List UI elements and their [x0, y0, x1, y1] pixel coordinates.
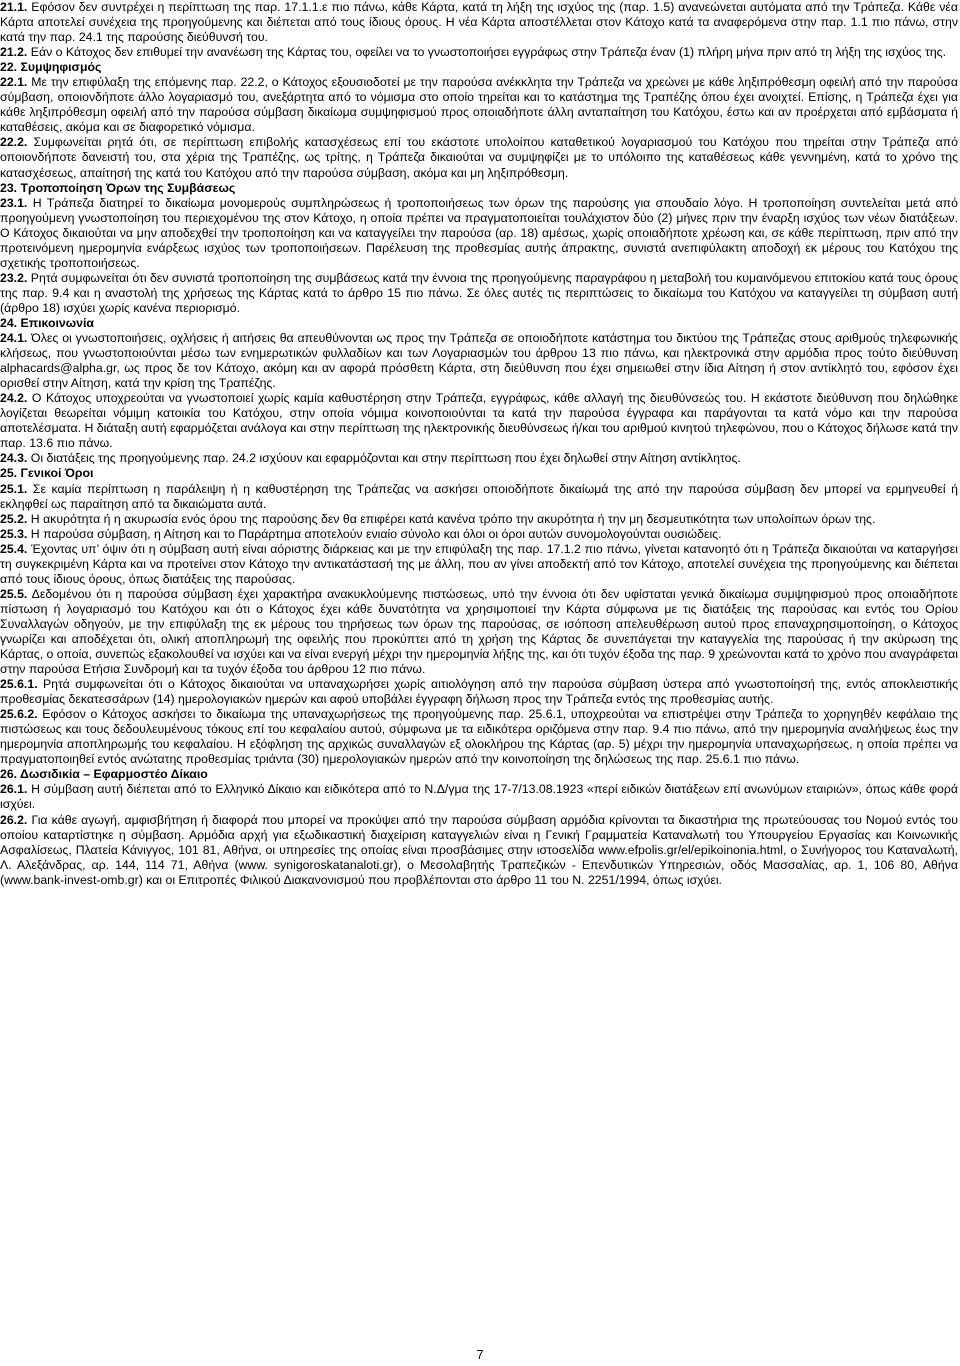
clause-text: Ο Κάτοχος υποχρεούται να γνωστοποιεί χωρίς καμία καθυστέρηση στην Τράπεζα, εγγράφως, κάθε αλλαγή της διευθύνσεώς του. Η εκάστοτε διεύθυνση που δηλώθηκε λογίζεται θεωρείται νόμιμη κατοικία του Κατόχου, στην οποία νόμιμα κοινοποιούνται τα κατά την παρούσα έγγραφα και παράγονται τα κατά νόμο και την παρούσα αποτελέσματα. Η διάταξη αυτή εφαρμόζεται ανάλογα και στην περίπτωση της ηλεκτρονικής διευθύνσεως ή/και του αριθμού κινητού τηλεφώνου, που ο Κάτοχος δήλωσε κατά την παρ. 13.6 πιο πάνω. [0, 391, 958, 451]
clause-text: Με την επιφύλαξη της επόμενης παρ. 22.2, ο Κάτοχος εξουσιοδοτεί με την παρούσα ανέκκλητα την Τράπεζα να χρεώνει με κάθε ληξιπρόθεσμη οφειλή από την παρούσα σύμβαση, οποιονδήποτε άλλο λογαριασμό του, ανεξάρτητα από το νόμισμα στο οποίο τηρείται και το κατάστημα της Τραπέζης όπου έχει ανοιχτεί. Επίσης, η Τράπεζα έχει για κάθε ληξιπρόθεσμη οφειλή από την παρούσα σύμβαση δικαίωμα συμψηφισμού προς οποιαδήποτε άλλη ανταπαίτηση του Κατόχου, έστω και αν προέρχεται από εμβάσματα ή καταθέσεις, ακόμα και σε διαφορετικό νόμισμα. [0, 75, 958, 135]
clause-paragraph [0, 196, 958, 271]
clause-number: 25.1. [0, 481, 28, 496]
section-heading: 24. Επικοινωνία [0, 315, 94, 330]
clause-paragraph [0, 45, 958, 60]
clause-text: Εφόσον δεν συντρέχει η περίπτωση της παρ. 17.1.1.ε πιο πάνω, κάθε Κάρτα, κατά τη λήξη της ισχύος της (παρ. 1.5) ανανεώνεται αυτόματα από την Τράπεζα. Κάθε νέα Κάρτα αποτελεί συνέχεια της προηγούμενης και διέπεται από τους ίδιους όρους. Η νέα Κάρτα αποστέλλεται στον Κάτοχο κατά τα αναφερόμενα στην παρ. 1.1 πιο πάνω, στην κατά την παρ. 24.1 της παρούσης διεύθυνσή του. [0, 0, 958, 45]
clause-text: Συμφωνείται ρητά ότι, σε περίπτωση επιβολής κατασχέσεως επί του εκάστοτε υπολοίπου καταθετικού λογαριασμού του Κατόχου που τηρείται στην Τράπεζα από οποιονδήποτε δανειστή του, στα χέρια της Τραπέζης, ως τρίτης, η Τράπεζα δικαιούται να συμψηφίζει με το υπόλοιπο της καταθέσεως κάθε γεννημένη, κατά το χρόνο της κατασχέσεως, απαίτησή της κατά του Κατόχου από την παρούσα σύμβαση, ακόμα και μη ληξιπρόθεσμη. [0, 135, 958, 180]
clause-paragraph [0, 271, 958, 316]
clause-number: 26.2. [0, 812, 28, 827]
clause-text: Ρητά συμφωνείται ότι ο Κάτοχος δικαιούται να υπαναχωρήσει χωρίς αιτιολόγηση από την παρούσα σύμβαση ύστερα από γνωστοποίησή της, εντός αποκλειστικής προθεσμίας δεκατεσσάρων (14) ημερολογιακών ημερών και αφού υποβάλει έγγραφη δήλωση προς την Τράπεζα εντός της προθεσμίας αυτής. [0, 677, 958, 707]
clause-text: Εφόσον ο Κάτοχος ασκήσει το δικαίωμα της υπαναχωρήσεως της προηγούμενης παρ. 25.6.1, υποχρεούται να επιστρέψει στην Τράπεζα το χορηγηθέν κεφάλαιο της πιστώσεως και τους δεδουλευμένους τόκους επί του κεφαλαίου αυτού, σύμφωνα με τα ειδικότερα οριζόμενα στην παρ. 9.4 πιο πάνω, από την ημερομηνία αναλήψεως έως την ημερομηνία αποπληρωμής του κεφαλαίου. Η εξόφληση της αρχικώς συναλλαγών εξ ολοκλήρου της Κάρτας (αρ. 5) μέχρι την ημερομηνία υπαναχωρήσεως, η οποία πρέπει να πραγματοποιηθεί εντός ανώτατης προθεσμίας τριάντα (30) ημερολογιακών ημερών από την κοινοποίηση της δηλώσεως της παρ. 25.6.1 πιο πάνω. [0, 707, 958, 767]
clause-paragraph [0, 391, 958, 451]
section-heading: 23. Τροποποίηση Όρων της Συμβάσεως [0, 180, 236, 195]
section-heading: 26. Δωσιδικία – Εφαρμοστέο Δίκαιο [0, 767, 208, 782]
clause-paragraph [0, 813, 958, 888]
clause-paragraph [0, 782, 958, 812]
clause-number: 21.2. [0, 45, 28, 60]
clause-number: 24.3. [0, 451, 28, 466]
clause-text: Οι διατάξεις της προηγούμενης παρ. 24.2 ισχύουν και εφαρμόζονται και στην περίπτωση που έχει δηλωθεί στην Αίτηση αντίκλητος. [27, 451, 741, 466]
clause-number: 25.2. [0, 511, 28, 526]
clause-number: 22.2. [0, 135, 28, 150]
clause-paragraph [0, 482, 958, 512]
clause-number: 23.1. [0, 195, 28, 210]
clause-text: Δεδομένου ότι η παρούσα σύμβαση έχει χαρακτήρα ανακυκλούμενης πιστώσεως, υπό την έννοια ότι δεν υφίσταται γενικά δικαίωμα συμψηφισμού προς οποιαδήποτε πίστωση ή λογαριασμό του Κατόχου και ότι ο Κάτοχος έχει κάθε δυνατότητα να χρησιμοποιεί την Κάρτα σύμφωνα με τις διατάξεις της παρούσας και εντός του Ορίου Συναλλαγών οδηγούν, με την επιφύλαξη της εκ μέρους του τηρήσεως των όρων της παρούσας, σε ισόποση απελευθέρωση αυτού προς επαναχρησιμοποίηση, ο Κάτοχος γνωρίζει και αποδέχεται ότι, ολική αποπληρωμή της οφειλής που προκύπτει από τη χρήση της Κάρτας δε συνεπάγεται την καταγγελία της παρούσας ή την ακύρωση της Κάρτας, ο οποία, συνεπώς εξακολουθεί να ισχύει και να είναι ενεργή μέχρι την ημερομηνία λήξης της, και ότι τυχόν έξοδα της παρ. 9 χρεώνονται κατά το χρόνο που αναγράφεται στην παρούσα Ετήσια Συνδρομή και τα τυχόν έξοδα του άρθρου 12 πιο πάνω. [0, 586, 958, 677]
clause-paragraph [0, 707, 958, 767]
clause-paragraph [0, 135, 958, 180]
clause-paragraph [0, 587, 958, 677]
clause-paragraph [0, 527, 958, 542]
clause-paragraph [0, 512, 958, 527]
clause-text: Σε καμία περίπτωση η παράλειψη ή η καθυστέρηση της Τράπεζας να ασκήσει οποιοδήποτε δικαίωμά της από την παρούσα σύμβαση δεν μπορεί να ερμηνευθεί ή εκληφθεί ως παραίτηση από τα δικαιώματα αυτά. [0, 481, 958, 511]
clause-number: 21.1. [0, 0, 28, 14]
section-heading: 25. Γενικοί Όροι [0, 466, 94, 481]
clause-number: 25.6.2. [0, 707, 38, 722]
clause-text: Η Τράπεζα διατηρεί το δικαίωμα μονομερούς συμπληρώσεως ή τροποποιήσεως των όρων της παρούσης για σπουδαίο λόγο. Η τροποποίηση συντελείται μετά από προηγούμενη γνωστοποίηση του περιεχομένου της στον Κάτοχο, η οποία πρέπει να πραγματοποιείται τουλάχιστον δύο (2) μήνες πριν την έναρξη ισχύος των νέων διατάξεων. Ο Κάτοχος δικαιούται να μην αποδεχθεί την τροποποίηση και να καταγγείλει την παρούσα (αρ. 18) αμέσως, χωρίς οποιαδήποτε χρέωση και, σε κάθε περίπτωση, πριν από την προτεινόμενη ημερομηνία ενάρξεως ισχύος των τροποποιήσεων. Παρέλευση της προθεσμίας αυτής άπρακτης, συνιστά ανεπιφύλακτη αποδοχή εκ μέρους του Κατόχου της σχετικής τροποποιήσεως. [0, 195, 958, 270]
clause-number: 26.1. [0, 782, 28, 797]
clause-number: 24.1. [0, 331, 28, 346]
clause-number: 25.3. [0, 526, 28, 541]
clause-paragraph [0, 542, 958, 587]
clause-number: 25.4. [0, 541, 28, 556]
clause-number: 23.2. [0, 270, 28, 285]
clause-text: Ρητά συμφωνείται ότι δεν συνιστά τροποποίηση της συμβάσεως κατά την έννοια της προηγούμενης παραγράφου η μεταβολή του κυμαινόμενου επιτοκίου κατά τους όρους της παρ. 9.4 και η αναστολή της χρήσεως της Κάρτας κατά το άρθρο 15 πιο πάνω. Σε όλες αυτές τις περιπτώσεις το δικαίωμα του Κατόχου να καταγγείλει τη σύμβαση αυτή (άρθρο 18) ισχύει χωρίς κανένα περιορισμό. [0, 270, 958, 315]
clause-paragraph [0, 75, 958, 135]
clause-number: 22.1. [0, 75, 28, 90]
clause-paragraph [0, 451, 958, 466]
clause-number: 25.5. [0, 586, 28, 601]
page-number: 7 [476, 1347, 484, 1362]
clause-paragraph [0, 331, 958, 391]
clause-text: Όλες οι γνωστοποιήσεις, οχλήσεις ή αιτήσεις θα απευθύνονται ως προς την Τράπεζα σε οποιοδήποτε κατάστημα του δικτύου της Τράπεζας στους αριθμούς τηλεφωνικής κλήσεως, που γνωστοποιούνται μέσω των ενημερωτικών φυλλαδίων και των Λογαριασμών του άρθρου 13 πιο πάνω, και ηλεκτρονικά στην αρμόδια προς τούτο διεύθυνση alphacards@alpha.gr, ως προς δε τον Κάτοχο, ακόμη και αν αφορά πρόσθετη Κάρτα, στη διεύθυνση που έχει σημειωθεί στην ίδια Αίτηση ή στον αντίκλητό του, εφόσον έχει ορισθεί στην Αίτηση, κατά την κρίση της Τραπέζης. [0, 331, 958, 391]
clause-text: Η σύμβαση αυτή διέπεται από το Ελληνικό Δίκαιο και ειδικότερα από το Ν.Δ/γμα της 17-7/13.08.1923 «περί ειδικών διατάξεων επί ανωνύμων εταιριών», όπως κάθε φορά ισχύει. [0, 782, 958, 812]
clause-number: 25.6.1. [0, 677, 38, 692]
clause-text: Εάν ο Κάτοχος δεν επιθυμεί την ανανέωση της Κάρτας του, οφείλει να το γνωστοποιήσει εγγράφως στην Τράπεζα έναν (1) πλήρη μήνα πριν από τη λήξη της ισχύος της. [27, 45, 947, 60]
clause-text: Έχοντας υπ’ όψιν ότι η σύμβαση αυτή είναι αόριστης διάρκειας και με την επιφύλαξη της παρ. 17.1.2 πιο πάνω, γίνεται κατανοητό ότι η Τράπεζα δικαιούται να καταργήσει τη συγκεκριμένη Κάρτα και να προτείνει στον Κάτοχο την αντικατάστασή της με άλλη, που αν γίνει αποδεκτή από τον Κάτοχο, αποτελεί συνέχεια της προηγούμενης και διέπεται από τους ίδιους όρους, όπως διατάξεις της παρούσας. [0, 541, 958, 586]
clause-text: Για κάθε αγωγή, αμφισβήτηση ή διαφορά που μπορεί να προκύψει από την παρούσα σύμβαση αρμόδια κρίνονται τα δικαστήρια της πρωτεύουσας του Νομού εντός του οποίου καταρτίστηκε η σύμβαση. Αρμόδια αρχή για εξωδικαστική διαχείριση καταγγελιών είναι η Γενική Γραμματεία Καταναλωτή του Υπουργείου Εργασίας και Κοινωνικής Ασφαλίσεως, Πλατεία Κάνιγγος, 101 81, Αθήνα, οι υπηρεσίες της οποίας είναι προσβάσιμες στην ιστοσελίδα www.efpolis.gr/el/epikoinonia.html, ο Συνήγορος του Καταναλωτή, Λ. Αλεξάνδρας, αρ. 144, 114 71, Αθήνα (www. synigoroskatanaloti.gr), ο Μεσολαβητής Τραπεζικών - Επενδυτικών Υπηρεσιών, οδός Μασσαλίας, αρ. 1, 106 80, Αθήνα (www.bank-invest-omb.gr) και οι Επιτροπές Φιλικού Διακανονισμού που προβλέπονται στο άρθρο 11 του Ν. 2251/1994, όπως ισχύει. [0, 812, 958, 887]
clause-text: Η ακυρότητα ή η ακυρωσία ενός όρου της παρούσης δεν θα επιφέρει κατά κανένα τρόπο την ακυρότητα ή την μη δεσμευτικότητα των υπολοίπων όρων της. [27, 511, 876, 526]
clause-paragraph [0, 677, 958, 707]
clause-number: 24.2. [0, 391, 28, 406]
section-heading: 22. Συμψηφισμός [0, 60, 102, 75]
clause-paragraph [0, 0, 958, 45]
clause-text: Η παρούσα σύμβαση, η Αίτηση και το Παράρτημα αποτελούν ενιαίο σύνολο και όλοι οι όροι αυτών συνομολογούνται ουσιώδεις. [27, 526, 722, 541]
